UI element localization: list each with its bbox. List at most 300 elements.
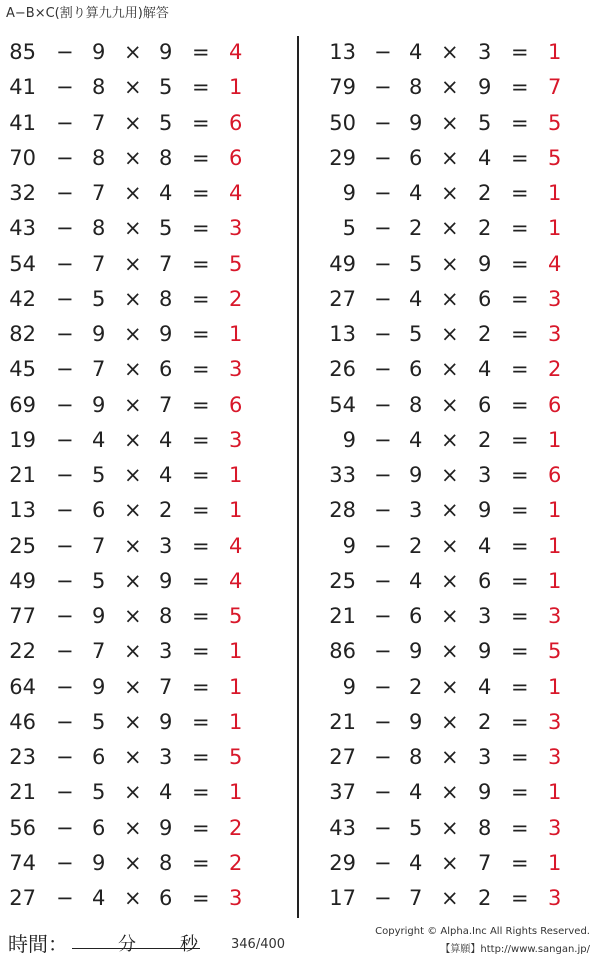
operand-b: 8: [409, 75, 423, 100]
minus-sign: −: [374, 533, 392, 558]
answer: 3: [548, 886, 562, 910]
problem-row: [0, 389, 296, 424]
minus-sign: −: [56, 40, 74, 64]
equals-sign: =: [192, 745, 210, 769]
answer: 4: [229, 40, 243, 64]
problem-row: [300, 36, 600, 71]
problem-row: [0, 459, 296, 494]
answer: 1: [548, 40, 562, 64]
operand-c: 6: [478, 568, 492, 593]
operand-c: 4: [159, 427, 173, 452]
problem-row: [300, 812, 600, 847]
equals-sign: =: [511, 886, 529, 910]
operand-b: 7: [92, 533, 106, 558]
operand-b: 4: [92, 427, 106, 452]
problem-row: [300, 353, 600, 388]
answer: 3: [229, 427, 243, 452]
operand-b: 8: [92, 216, 106, 241]
times-sign: ×: [441, 110, 459, 135]
operand-b: 5: [92, 286, 106, 311]
times-sign: ×: [441, 498, 459, 523]
answer: 5: [229, 745, 243, 769]
operand-c: 8: [159, 145, 173, 170]
equals-sign: =: [511, 533, 529, 558]
problem-column-left: [0, 36, 296, 917]
operand-b: 4: [409, 181, 423, 205]
minus-sign: −: [56, 286, 74, 311]
operand-c: 5: [159, 216, 173, 241]
problem-row: [300, 142, 600, 177]
answer: 1: [548, 533, 562, 558]
times-sign: ×: [124, 427, 142, 452]
operand-b: 4: [409, 780, 423, 805]
operand-a: 28: [329, 498, 356, 523]
answer: 1: [229, 322, 243, 346]
minus-sign: −: [374, 780, 392, 805]
operand-b: 2: [409, 533, 423, 558]
operand-c: 6: [159, 886, 173, 910]
operand-a: 37: [329, 780, 356, 805]
answer: 1: [548, 216, 562, 241]
minus-sign: −: [56, 533, 74, 558]
operand-c: 4: [159, 463, 173, 487]
operand-a: 69: [9, 392, 36, 417]
answer: 1: [548, 498, 562, 523]
times-sign: ×: [441, 75, 459, 100]
times-sign: ×: [441, 604, 459, 628]
problem-row: [0, 635, 296, 670]
operand-a: 64: [9, 674, 36, 699]
operand-c: 4: [478, 145, 492, 170]
operand-c: 2: [478, 181, 492, 205]
operand-c: 7: [159, 392, 173, 417]
times-sign: ×: [124, 110, 142, 135]
equals-sign: =: [192, 780, 210, 805]
answer: 1: [548, 181, 562, 205]
answer: 3: [548, 286, 562, 311]
equals-sign: =: [192, 286, 210, 311]
times-sign: ×: [124, 568, 142, 593]
equals-sign: =: [192, 498, 210, 523]
problem-row: [0, 847, 296, 882]
operand-a: 25: [9, 533, 36, 558]
times-sign: ×: [124, 251, 142, 276]
minus-sign: −: [374, 639, 392, 664]
equals-sign: =: [511, 322, 529, 346]
operand-a: 21: [329, 604, 356, 628]
answer: 5: [548, 145, 562, 170]
problem-row: [0, 600, 296, 635]
times-sign: ×: [124, 780, 142, 805]
problem-row: [300, 71, 600, 106]
operand-a: 77: [9, 604, 36, 628]
operand-c: 9: [478, 639, 492, 664]
minus-sign: −: [374, 745, 392, 769]
times-sign: ×: [124, 357, 142, 382]
operand-a: 21: [9, 780, 36, 805]
operand-a: 25: [329, 568, 356, 593]
minus-sign: −: [374, 145, 392, 170]
equals-sign: =: [192, 427, 210, 452]
times-sign: ×: [441, 145, 459, 170]
equals-sign: =: [511, 745, 529, 769]
times-sign: ×: [124, 533, 142, 558]
operand-b: 9: [92, 604, 106, 628]
times-sign: ×: [441, 392, 459, 417]
operand-a: 43: [329, 815, 356, 840]
times-sign: ×: [124, 145, 142, 170]
problem-row: [0, 424, 296, 459]
times-sign: ×: [124, 850, 142, 875]
problem-row: [0, 565, 296, 600]
operand-b: 9: [409, 639, 423, 664]
answer: 5: [229, 251, 243, 276]
minus-sign: −: [56, 181, 74, 205]
operand-a: 27: [9, 886, 36, 910]
operand-c: 4: [478, 357, 492, 382]
minus-sign: −: [374, 674, 392, 699]
problem-row: [0, 494, 296, 529]
answer: 1: [229, 674, 243, 699]
operand-a: 32: [9, 181, 36, 205]
times-sign: ×: [441, 709, 459, 734]
minus-sign: −: [374, 40, 392, 64]
equals-sign: =: [192, 674, 210, 699]
equals-sign: =: [511, 286, 529, 311]
minus-sign: −: [56, 251, 74, 276]
operand-c: 9: [159, 322, 173, 346]
times-sign: ×: [441, 40, 459, 64]
operand-a: 27: [329, 745, 356, 769]
times-sign: ×: [124, 886, 142, 910]
operand-b: 4: [92, 886, 106, 910]
times-sign: ×: [441, 850, 459, 875]
site-url: 【算願】http://www.sangan.jp/: [440, 944, 590, 955]
operand-b: 2: [409, 674, 423, 699]
minutes-label: 分: [118, 934, 136, 955]
operand-c: 3: [159, 639, 173, 664]
minus-sign: −: [56, 674, 74, 699]
times-sign: ×: [124, 181, 142, 205]
operand-c: 3: [159, 745, 173, 769]
answer: 6: [548, 392, 562, 417]
operand-a: 21: [9, 463, 36, 487]
times-sign: ×: [441, 886, 459, 910]
operand-a: 19: [9, 427, 36, 452]
operand-b: 9: [92, 322, 106, 346]
operand-c: 5: [159, 110, 173, 135]
operand-b: 4: [409, 427, 423, 452]
operand-a: 49: [9, 568, 36, 593]
problem-row: [300, 565, 600, 600]
minus-sign: −: [374, 181, 392, 205]
operand-a: 54: [329, 392, 356, 417]
equals-sign: =: [192, 815, 210, 840]
operand-a: 70: [9, 145, 36, 170]
operand-b: 7: [92, 639, 106, 664]
minus-sign: −: [374, 286, 392, 311]
operand-a: 49: [329, 251, 356, 276]
problem-row: [0, 318, 296, 353]
answer: 3: [548, 322, 562, 346]
problem-row: [0, 671, 296, 706]
answer: 1: [548, 850, 562, 875]
operand-c: 8: [159, 850, 173, 875]
equals-sign: =: [192, 145, 210, 170]
operand-c: 9: [478, 251, 492, 276]
minus-sign: −: [56, 322, 74, 346]
answer: 1: [229, 75, 243, 100]
equals-sign: =: [192, 604, 210, 628]
equals-sign: =: [511, 40, 529, 64]
seconds-label: 秒: [180, 934, 198, 955]
operand-a: 82: [9, 322, 36, 346]
minus-sign: −: [56, 815, 74, 840]
operand-c: 6: [159, 357, 173, 382]
times-sign: ×: [124, 392, 142, 417]
problem-row: [300, 671, 600, 706]
equals-sign: =: [192, 886, 210, 910]
operand-b: 7: [92, 181, 106, 205]
operand-c: 2: [478, 886, 492, 910]
minus-sign: −: [374, 75, 392, 100]
operand-b: 6: [92, 815, 106, 840]
problem-row: [0, 353, 296, 388]
problem-row: [300, 248, 600, 283]
problem-row: [0, 248, 296, 283]
operand-c: 9: [159, 40, 173, 64]
equals-sign: =: [511, 780, 529, 805]
equals-sign: =: [192, 75, 210, 100]
operand-b: 4: [409, 568, 423, 593]
operand-b: 7: [92, 357, 106, 382]
operand-c: 3: [478, 463, 492, 487]
times-sign: ×: [441, 286, 459, 311]
times-sign: ×: [441, 533, 459, 558]
problem-row: [0, 36, 296, 71]
answer: 6: [548, 463, 562, 487]
operand-c: 9: [478, 780, 492, 805]
equals-sign: =: [511, 850, 529, 875]
times-sign: ×: [124, 75, 142, 100]
problem-row: [0, 142, 296, 177]
problem-row: [300, 741, 600, 776]
operand-c: 6: [478, 286, 492, 311]
minus-sign: −: [56, 709, 74, 734]
operand-a: 29: [329, 145, 356, 170]
times-sign: ×: [441, 815, 459, 840]
problem-row: [0, 706, 296, 741]
operand-c: 9: [159, 815, 173, 840]
answer: 2: [229, 286, 243, 311]
minus-sign: −: [374, 322, 392, 346]
minus-sign: −: [374, 251, 392, 276]
times-sign: ×: [441, 568, 459, 593]
times-sign: ×: [124, 815, 142, 840]
answer: 7: [548, 75, 562, 100]
operand-a: 27: [329, 286, 356, 311]
operand-c: 4: [478, 533, 492, 558]
operand-a: 86: [329, 639, 356, 664]
operand-b: 6: [409, 604, 423, 628]
operand-c: 8: [159, 604, 173, 628]
operand-c: 4: [159, 780, 173, 805]
operand-c: 5: [159, 75, 173, 100]
worksheet-title: A−B×C(割り算九九用)解答: [6, 6, 169, 21]
operand-b: 5: [409, 815, 423, 840]
minus-sign: −: [374, 357, 392, 382]
operand-c: 9: [159, 709, 173, 734]
operand-b: 5: [92, 780, 106, 805]
operand-c: 5: [478, 110, 492, 135]
operand-b: 6: [92, 745, 106, 769]
problem-row: [0, 283, 296, 318]
problem-row: [300, 177, 600, 212]
operand-b: 2: [409, 216, 423, 241]
equals-sign: =: [511, 181, 529, 205]
equals-sign: =: [511, 639, 529, 664]
operand-b: 5: [409, 322, 423, 346]
minus-sign: −: [56, 427, 74, 452]
problem-row: [300, 424, 600, 459]
operand-b: 8: [92, 145, 106, 170]
equals-sign: =: [511, 674, 529, 699]
answer: 3: [229, 216, 243, 241]
equals-sign: =: [511, 216, 529, 241]
problem-row: [0, 812, 296, 847]
answer: 1: [229, 639, 243, 664]
problem-column-right: [300, 36, 600, 917]
copyright-text: Copyright © Alpha.Inc All Rights Reserved.: [375, 926, 590, 937]
equals-sign: =: [192, 463, 210, 487]
operand-b: 9: [92, 674, 106, 699]
problem-row: [300, 600, 600, 635]
problem-row: [300, 212, 600, 247]
answer: 5: [229, 604, 243, 628]
equals-sign: =: [192, 850, 210, 875]
operand-a: 9: [342, 427, 356, 452]
times-sign: ×: [441, 322, 459, 346]
equals-sign: =: [192, 110, 210, 135]
minus-sign: −: [374, 850, 392, 875]
answer: 3: [548, 815, 562, 840]
times-sign: ×: [441, 745, 459, 769]
operand-c: 2: [159, 498, 173, 523]
operand-a: 9: [342, 674, 356, 699]
answer: 6: [229, 392, 243, 417]
problem-row: [0, 212, 296, 247]
operand-c: 2: [478, 322, 492, 346]
equals-sign: =: [511, 357, 529, 382]
operand-b: 9: [409, 463, 423, 487]
problem-row: [0, 177, 296, 212]
minus-sign: −: [374, 463, 392, 487]
times-sign: ×: [124, 216, 142, 241]
equals-sign: =: [511, 463, 529, 487]
times-sign: ×: [124, 745, 142, 769]
answer: 1: [229, 780, 243, 805]
operand-a: 22: [9, 639, 36, 664]
operand-a: 85: [9, 40, 36, 64]
operand-a: 13: [329, 40, 356, 64]
equals-sign: =: [511, 392, 529, 417]
equals-sign: =: [511, 110, 529, 135]
operand-c: 8: [159, 286, 173, 311]
equals-sign: =: [192, 322, 210, 346]
operand-b: 3: [409, 498, 423, 523]
equals-sign: =: [511, 709, 529, 734]
operand-c: 4: [159, 181, 173, 205]
operand-a: 46: [9, 709, 36, 734]
answer: 2: [229, 815, 243, 840]
operand-a: 13: [9, 498, 36, 523]
times-sign: ×: [441, 427, 459, 452]
minus-sign: −: [56, 110, 74, 135]
operand-c: 2: [478, 427, 492, 452]
operand-b: 7: [409, 886, 423, 910]
answer: 1: [229, 463, 243, 487]
problem-row: [300, 107, 600, 142]
problem-row: [0, 107, 296, 142]
answer: 3: [229, 886, 243, 910]
operand-b: 9: [92, 40, 106, 64]
problem-row: [300, 776, 600, 811]
problem-row: [300, 494, 600, 529]
operand-c: 4: [478, 674, 492, 699]
minus-sign: −: [56, 639, 74, 664]
problem-row: [300, 635, 600, 670]
times-sign: ×: [124, 463, 142, 487]
minus-sign: −: [56, 145, 74, 170]
answer: 5: [548, 110, 562, 135]
operand-b: 9: [409, 709, 423, 734]
equals-sign: =: [511, 604, 529, 628]
minus-sign: −: [56, 463, 74, 487]
minus-sign: −: [374, 110, 392, 135]
equals-sign: =: [192, 357, 210, 382]
operand-a: 43: [9, 216, 36, 241]
answer: 1: [229, 498, 243, 523]
operand-a: 54: [9, 251, 36, 276]
operand-b: 5: [92, 709, 106, 734]
operand-c: 3: [478, 745, 492, 769]
equals-sign: =: [511, 75, 529, 100]
problem-row: [0, 776, 296, 811]
answer: 1: [229, 709, 243, 734]
page-number: 346/400: [231, 937, 286, 952]
operand-b: 5: [409, 251, 423, 276]
minus-sign: −: [374, 216, 392, 241]
operand-b: 7: [92, 110, 106, 135]
times-sign: ×: [124, 639, 142, 664]
answer: 6: [229, 145, 243, 170]
problem-row: [0, 530, 296, 565]
equals-sign: =: [192, 709, 210, 734]
equals-sign: =: [511, 145, 529, 170]
operand-c: 9: [478, 75, 492, 100]
problem-row: [0, 882, 296, 917]
operand-c: 8: [478, 815, 492, 840]
answer: 2: [229, 850, 243, 875]
times-sign: ×: [441, 674, 459, 699]
operand-b: 4: [409, 40, 423, 64]
operand-a: 33: [329, 463, 356, 487]
equals-sign: =: [511, 568, 529, 593]
problem-row: [300, 318, 600, 353]
minus-sign: −: [56, 568, 74, 593]
operand-a: 29: [329, 850, 356, 875]
operand-a: 13: [329, 322, 356, 346]
